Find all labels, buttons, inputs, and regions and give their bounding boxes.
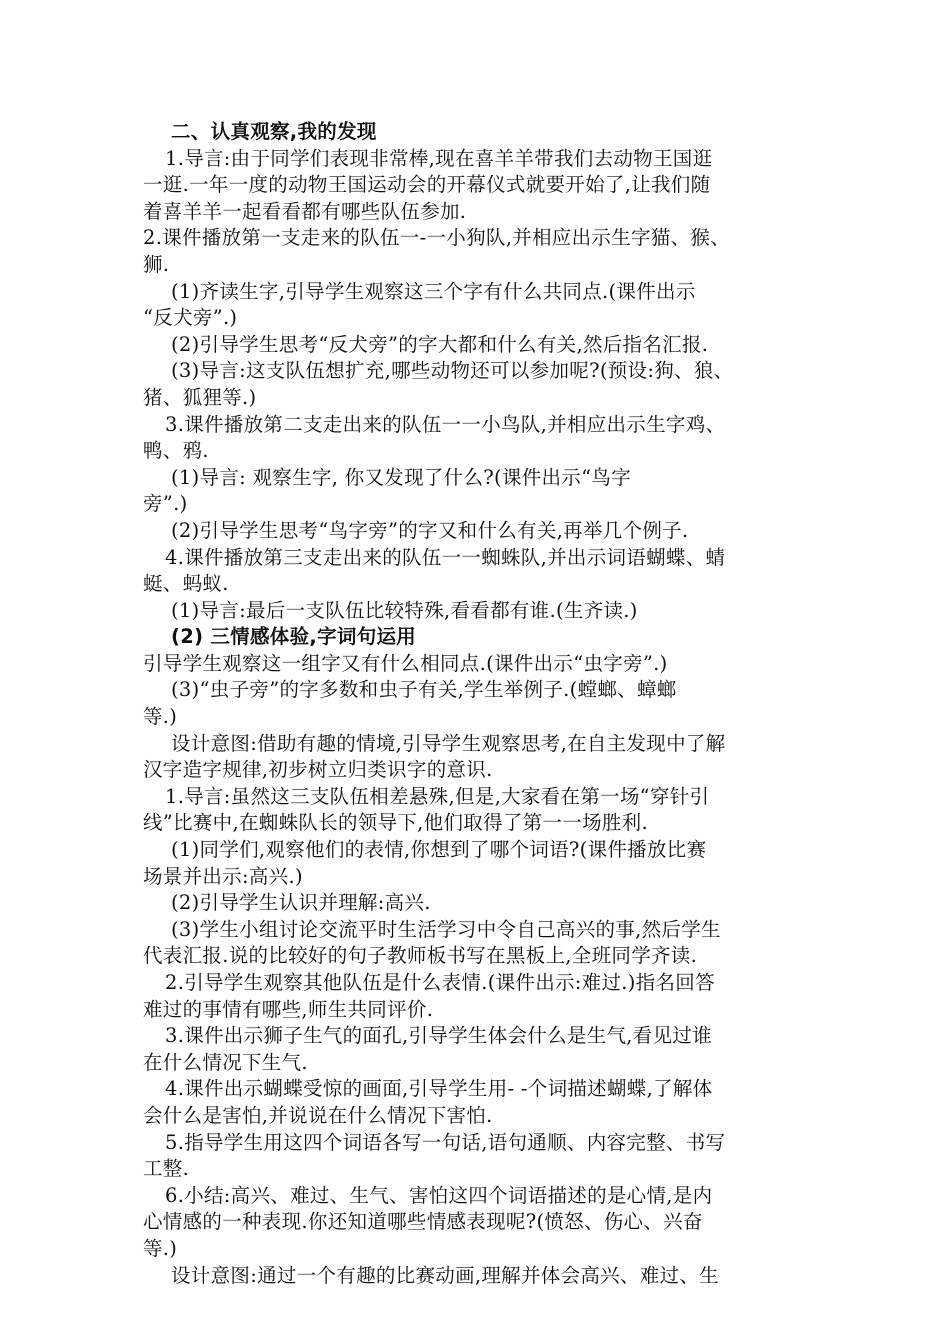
text-line: 6.小结:高兴、难过、生气、害怕这四个词语描述的是心情,是内: [165, 1183, 713, 1207]
text-line: 设计意图:借助有趣的情境,引导学生观察思考,在自主发现中了解: [171, 731, 726, 755]
text-line: 猪、狐狸等.): [143, 385, 257, 409]
text-line: 旁”.): [143, 492, 188, 516]
text-line: 3.课件播放第二支走出来的队伍一一小鸟队,并相应出示生字鸡、: [165, 412, 726, 436]
section-heading: 二、认真观察,我的发现: [171, 120, 377, 143]
text-line: (3)“虫子旁”的字多数和虫子有关,学生举例子.(螳螂、蟑螂: [171, 678, 677, 702]
document-body: [143, 119, 813, 1289]
text-line: 蜓、蚂蚁.: [143, 572, 229, 596]
text-line: 1.导言:由于同学们表现非常棒,现在喜羊羊带我们去动物王国逛: [165, 146, 713, 170]
text-line: 着喜羊羊一起看看都有哪些队伍参加.: [143, 199, 467, 223]
text-line: 场景并出示:高兴.): [143, 864, 303, 888]
text-line: 狮.: [143, 252, 170, 276]
text-line: (3)导言:这支队伍想扩充,哪些动物还可以参加呢?(预设:狗、狼、: [171, 359, 734, 383]
text-line: 心情感的一种表现.你还知道哪些情感表现呢?(愤怒、伤心、兴奋: [143, 1210, 703, 1234]
text-line: (1)齐读生字,引导学生观察这三个字有什么共同点.(课件出示: [171, 279, 696, 303]
text-line: 1.导言:虽然这三支队伍相差悬殊,但是,大家看在第一场“穿针引: [165, 784, 710, 808]
text-line: 会什么是害怕,并说说在什么情况下害怕.: [143, 1103, 493, 1127]
text-line: 引导学生观察这一组字又有什么相同点.(课件出示“虫字旁”.): [143, 651, 668, 675]
text-line: (3)学生小组讨论交流平时生活学习中令自己高兴的事,然后学生: [171, 917, 721, 941]
text-line: (1)导言:最后一支队伍比较特殊,看看都有谁.(生齐读.): [171, 598, 638, 622]
text-line: 等.): [143, 1236, 178, 1260]
text-line: (1)导言: 观察生字, 你又发现了什么?(课件出示“鸟字: [171, 465, 632, 489]
section-heading: (2) 三情感体验,字词句运用: [171, 625, 417, 649]
text-line: 线”比赛中,在蜘蛛队长的领导下,他们取得了第一一场胜利.: [143, 811, 648, 835]
text-line: (2)引导学生思考“反犬旁”的字大都和什么有关,然后指名汇报.: [171, 332, 709, 356]
text-line: 等.): [143, 705, 178, 729]
text-line: 汉字造字规律,初步树立归类识字的意识.: [143, 758, 493, 782]
text-line: 鸭、鸦.: [143, 439, 209, 463]
text-line: (2)引导学生认识并理解:高兴.: [171, 891, 431, 915]
text-line: 4.课件出示蝴蝶受惊的画面,引导学生用- -个词描述蝴蝶,了解体: [165, 1077, 713, 1101]
text-line: 2.课件播放第一支走来的队伍一-一小狗队,并相应出示生字猫、猴、: [143, 226, 730, 250]
text-line: 3.课件出示狮子生气的面孔,引导学生体会什么是生气,看见过谁: [165, 1024, 713, 1048]
text-line: 工整.: [143, 1157, 190, 1181]
text-line: “反犬旁”.): [143, 306, 238, 330]
text-line: 4.课件播放第三支走出来的队伍一一蜘蛛队,并出示词语蝴蝶、蜻: [165, 545, 726, 569]
text-line: 5.指导学生用这四个词语各写一句话,语句通顺、内容完整、书写: [165, 1130, 726, 1154]
text-line: 2.引导学生观察其他队伍是什么表情.(课件出示:难过.)指名回答: [165, 971, 715, 994]
text-line: (1)同学们,观察他们的表情,你想到了哪个词语?(课件播放比赛: [171, 838, 707, 862]
text-line: 设计意图:通过一个有趣的比赛动画,理解并体会高兴、难过、生: [171, 1263, 719, 1287]
text-line: 一逛.一年一度的动物王国运动会的开幕仪式就要开始了,让我们随: [143, 173, 711, 197]
text-line: 难过的事情有哪些,师生共同评价.: [143, 997, 434, 1021]
text-line: 代表汇报.说的比较好的句子教师板书写在黑板上,全班同学齐读.: [143, 944, 698, 968]
text-line: 在什么情况下生气.: [143, 1050, 308, 1074]
text-line: (2)引导学生思考“鸟字旁”的字又和什么有关,再举几个例子.: [171, 518, 689, 542]
